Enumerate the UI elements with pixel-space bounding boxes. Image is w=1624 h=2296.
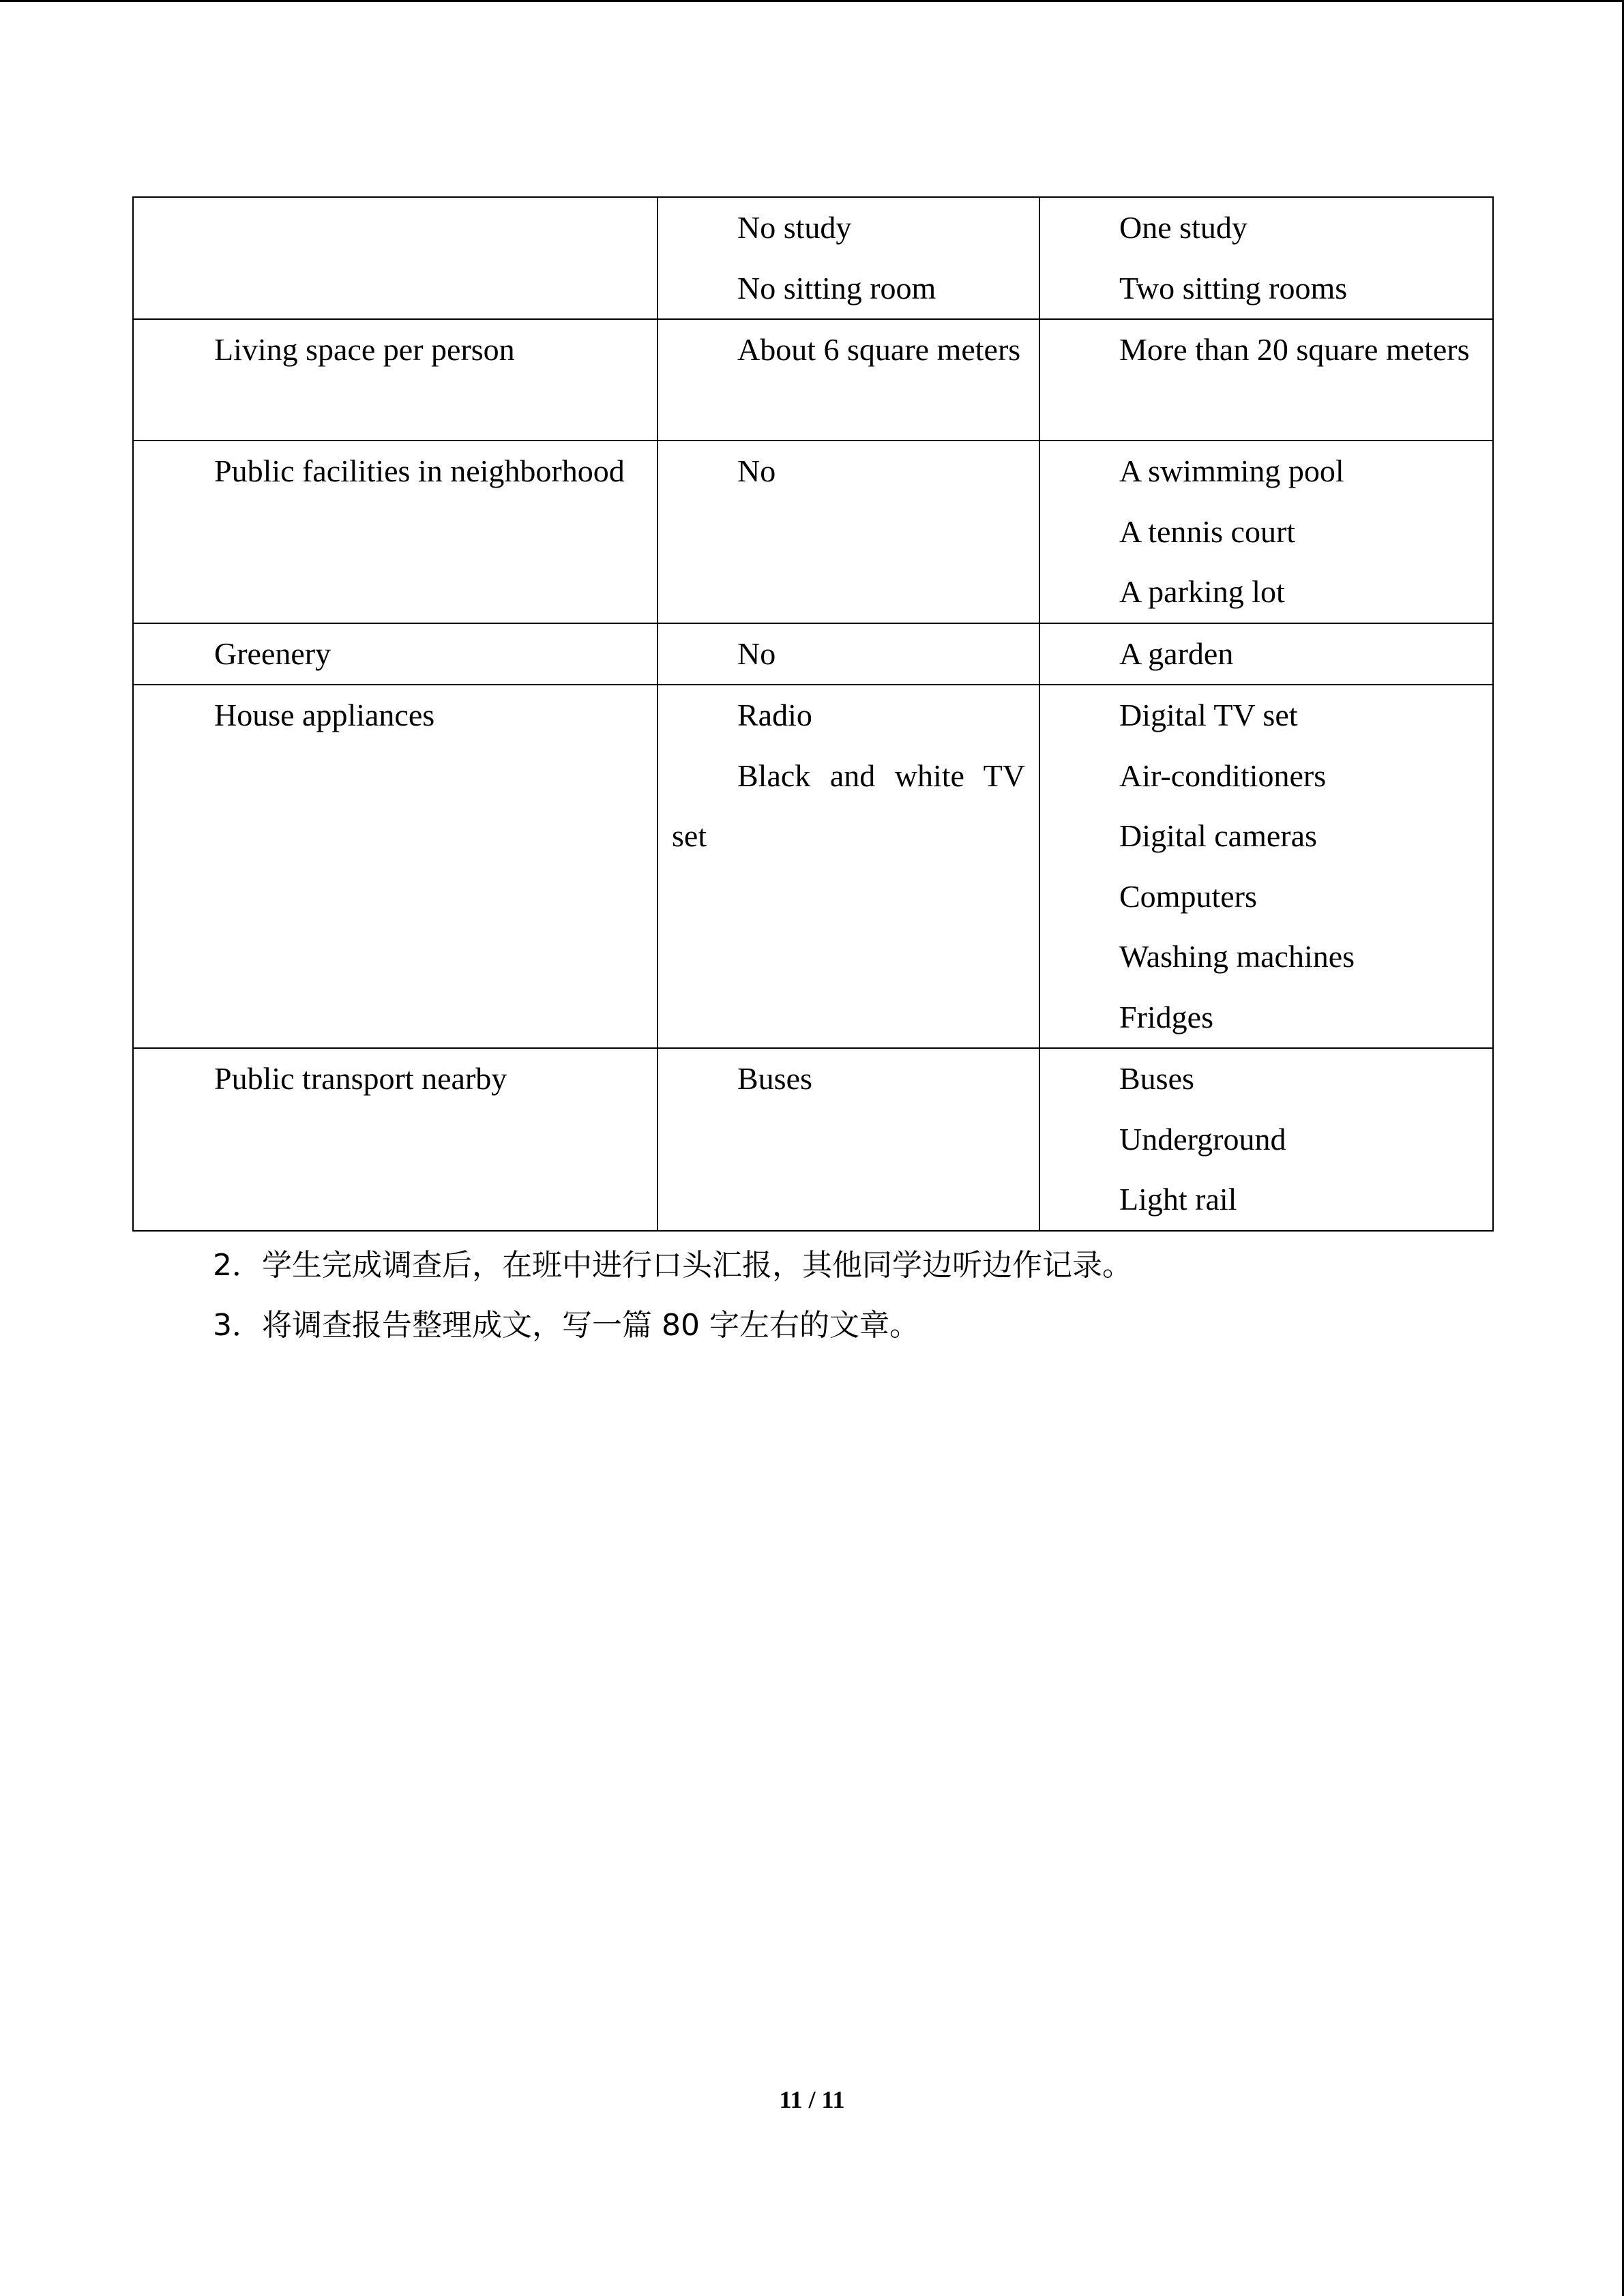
present-item: A tennis court — [1119, 513, 1296, 549]
row-label-cell — [133, 685, 658, 1048]
row-label: House appliances — [214, 698, 435, 732]
present-item: A garden — [1119, 636, 1234, 671]
instruction-item: 2．学生完成调查后，在班中进行口头汇报，其他同学边听边作记录。 — [213, 1248, 1132, 1283]
present-item: More than 20 square meters — [1119, 332, 1470, 367]
present-item: Washing machines — [1119, 939, 1355, 974]
present-item: Digital TV set — [1119, 698, 1298, 732]
present-item: Digital cameras — [1119, 818, 1317, 853]
past-item: About 6 square meters — [737, 332, 1021, 367]
present-cell — [1039, 197, 1493, 319]
present-cell — [1039, 685, 1493, 1048]
row-label: Public transport nearby — [214, 1061, 507, 1096]
present-item: Two sitting rooms — [1119, 270, 1348, 305]
row-label-cell — [133, 623, 658, 685]
page-top-border — [0, 0, 1624, 2]
row-label: Living space per person — [214, 332, 515, 367]
table-row — [133, 623, 1493, 685]
table-row — [133, 197, 1493, 319]
row-label-cell — [133, 319, 658, 441]
present-cell — [1039, 319, 1493, 441]
past-item: No — [737, 453, 776, 488]
table-row — [133, 685, 1493, 1048]
instructions-list — [213, 1236, 1132, 1356]
past-cell — [658, 197, 1039, 319]
page-number: 11 / 11 — [779, 2086, 845, 2113]
present-item: Underground — [1119, 1121, 1286, 1157]
table-row — [133, 1048, 1493, 1231]
past-item: No — [737, 636, 776, 671]
past-cell — [658, 441, 1039, 623]
table-row — [133, 441, 1493, 623]
row-label-cell — [133, 197, 658, 319]
past-cell — [658, 623, 1039, 685]
present-item: Fridges — [1119, 999, 1213, 1034]
row-label: Greenery — [214, 636, 331, 671]
row-label: Public facilities in neighborhood — [214, 453, 625, 488]
past-item: Buses — [737, 1061, 812, 1096]
past-item: Radio — [737, 698, 812, 732]
present-cell — [1039, 1048, 1493, 1231]
row-label-cell — [133, 441, 658, 623]
past-cell — [658, 1048, 1039, 1231]
instruction-item: 3．将调查报告整理成文，写一篇 80 字左右的文章。 — [213, 1308, 919, 1343]
row-label-cell — [133, 1048, 658, 1231]
present-item: One study — [1119, 210, 1247, 245]
past-cell — [658, 319, 1039, 441]
past-item: Black and white TV set — [672, 758, 1025, 853]
present-item: Light rail — [1119, 1182, 1237, 1217]
past-item: No study — [737, 210, 852, 245]
past-item: No sitting room — [737, 270, 936, 305]
present-cell — [1039, 441, 1493, 623]
present-item: Computers — [1119, 878, 1257, 914]
present-cell — [1039, 623, 1493, 685]
present-item: A parking lot — [1119, 574, 1285, 609]
table-row — [133, 319, 1493, 441]
present-item: Buses — [1119, 1061, 1194, 1096]
past-cell — [658, 685, 1039, 1048]
present-item: A swimming pool — [1119, 453, 1344, 488]
housing-comparison-table — [132, 196, 1494, 1232]
present-item: Air-conditioners — [1119, 758, 1327, 793]
